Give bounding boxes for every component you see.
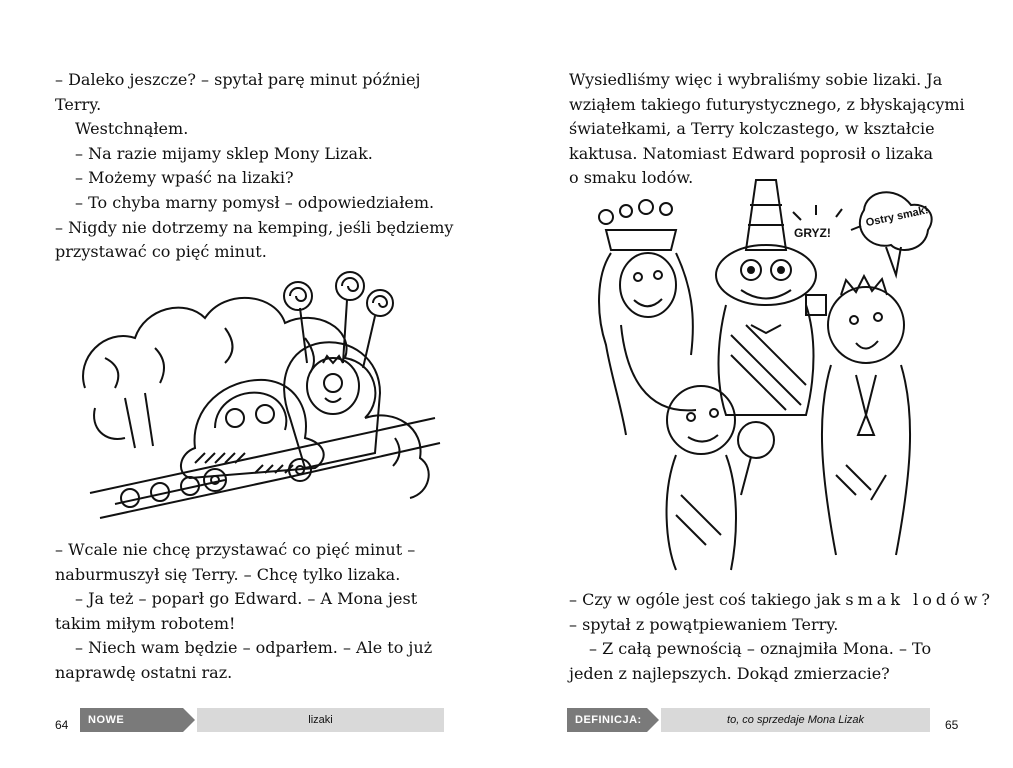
- left-text-bottom: [55, 538, 432, 686]
- footer-label: NOWE SŁÓWKO:: [80, 708, 183, 732]
- text-line: – Nigdy nie dotrzemy na kemping, jeśli będziemy: [55, 217, 454, 237]
- text-line: jeden z najlepszych. Dokąd zmierzacie?: [569, 663, 890, 683]
- text-line: kaktusa. Natomiast Edward poprosił o lizaka: [569, 143, 934, 163]
- car-illustration: [75, 268, 445, 523]
- left-page: [0, 0, 506, 768]
- gryz-text: GRYZ!: [794, 226, 831, 240]
- text-line: Terry.: [55, 94, 102, 114]
- right-text-bottom: [569, 588, 990, 686]
- text-line: – Możemy wpaść na lizaki?: [75, 168, 294, 188]
- text-line: takim miłym robotem!: [55, 613, 236, 633]
- text-line: o smaku lodów.: [569, 168, 694, 188]
- footer-arrow-icon: [183, 708, 195, 732]
- text-line: – Ja też – poparł go Edward. – A Mona jest: [75, 589, 418, 609]
- emphasis-text: smak lodów: [845, 590, 982, 609]
- footer-label: DEFINICJA:: [567, 708, 647, 732]
- text-line: naprawdę ostatni raz.: [55, 662, 233, 682]
- right-text-top: [569, 68, 965, 191]
- text-line: światełkami, a Terry kolczastego, w kształcie: [569, 119, 935, 139]
- text-line: – Z całą pewnością – oznajmiła Mona. – To: [589, 639, 932, 659]
- left-text-top: [55, 68, 453, 265]
- text-line: naburmuszył się Terry. – Chcę tylko lizaka.: [55, 564, 401, 584]
- footer-arrow-icon: [647, 708, 659, 732]
- page-number: 64: [55, 718, 69, 732]
- right-page: [506, 0, 1013, 768]
- text-line: – spytał z powątpiewaniem Terry.: [569, 614, 839, 634]
- footer-vocab: [80, 708, 444, 750]
- footer-definition: [567, 708, 930, 732]
- text-line: – Na razie mijamy sklep Mony Lizak.: [75, 143, 373, 163]
- text-line: Wysiedliśmy więc i wybraliśmy sobie lizaki. Ja: [569, 70, 943, 89]
- text-line: – To chyba marny pomysł – odpowiedziałem.: [75, 192, 435, 212]
- text-line: przystawać co pięć minut.: [55, 242, 267, 262]
- footer-value: lizaki: [197, 708, 444, 732]
- text-line: – Daleko jeszcze? – spytał parę minut później: [55, 70, 421, 89]
- text-line: – Wcale nie chcę przystawać co pięć minut –: [55, 540, 416, 559]
- speech-bubble-text: Ostry smak!: [864, 204, 930, 230]
- footer-value: to, co sprzedaje Mona Lizak: [661, 708, 930, 732]
- text-line: Westchnąłem.: [75, 119, 189, 139]
- text-line: wziąłem takiego futurystycznego, z błyskającymi: [569, 94, 965, 114]
- text-line: – Niech wam będzie – odparłem. – Ale to już: [75, 638, 433, 658]
- characters-illustration: [566, 175, 961, 580]
- text-line: – Czy w ogóle jest coś takiego jak smak lodów?: [569, 590, 990, 609]
- page-number: 65: [945, 718, 959, 732]
